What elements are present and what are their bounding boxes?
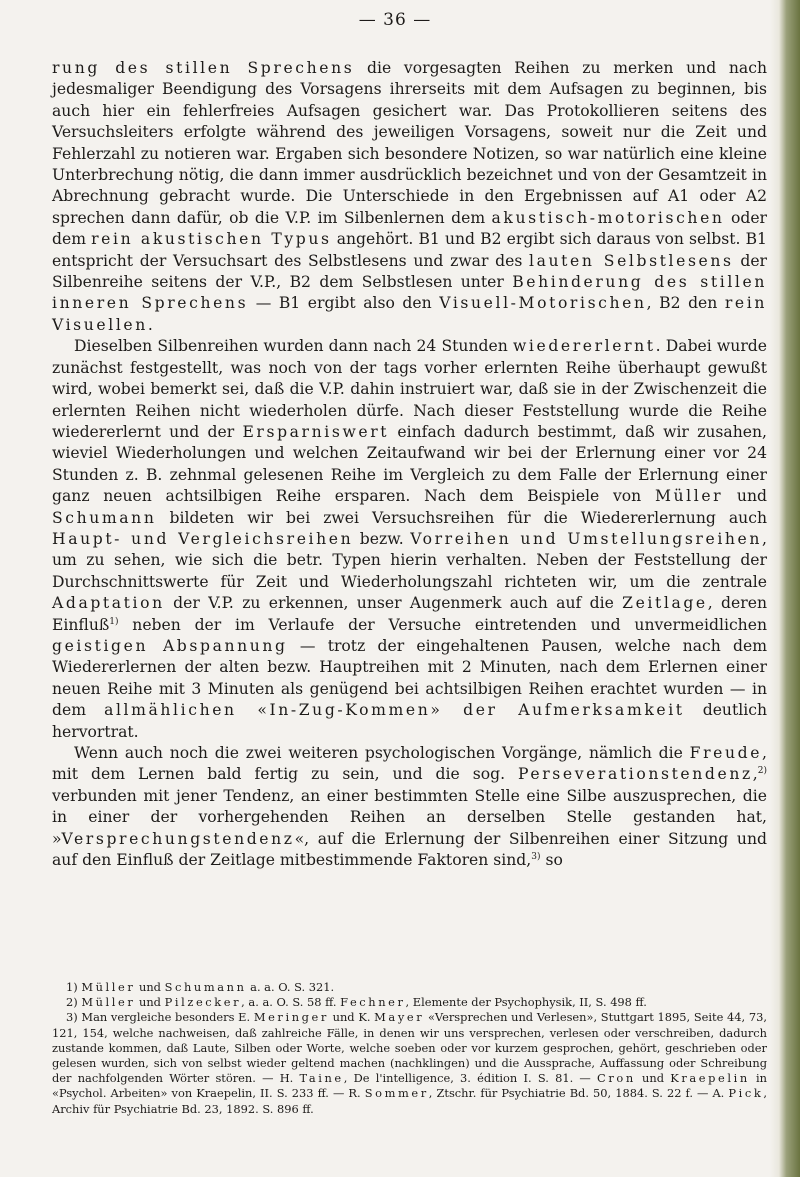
- footnote-2: [52, 995, 767, 1010]
- text-fragment: und: [635, 1071, 671, 1086]
- footnote-ref: 3): [531, 851, 541, 862]
- text-fragment: rein akustischen Typus: [91, 230, 332, 249]
- text-fragment: Adaptation: [52, 594, 165, 613]
- text-fragment: rung des stillen Sprechens: [52, 59, 355, 77]
- text-fragment: wiedererlernt: [512, 337, 656, 356]
- footnote-1: [52, 980, 767, 995]
- text-fragment: a. a. O. S. 321.: [246, 980, 335, 994]
- text-fragment: der Silbenreihe seitens der V.P., B2 dem Selbstlesen unter: [52, 251, 767, 292]
- footnote-3: [52, 1010, 767, 1116]
- text-fragment: Schumann: [164, 980, 247, 994]
- text-fragment: Müller: [81, 980, 136, 994]
- text-fragment: allmählichen «In-Zug-Kommen» der Aufmerksamkeit: [104, 701, 685, 720]
- text-fragment: ,: [752, 765, 758, 784]
- text-fragment: 1): [66, 980, 82, 994]
- text-fragment: , De l'intelligence, 3. édition I. S. 81. —: [343, 1071, 598, 1086]
- text-fragment: rein Visuellen: [52, 294, 767, 334]
- text-fragment: Dieselben Silbenreihen wurden dann nach 24 Stunden: [74, 337, 513, 356]
- text-fragment: «Versprechen und Verlesen», Stuttgart 1895, Seite 44, 73, 121, 154, welche nachweisen, daß zahlreiche Fälle, in denen wir uns versprechen, verlesen oder verschreiben, dadurch zustande kommen, daß Laute, Silben oder Worte, welche soeben oder vor kurzem gesprochen, gehört, geschrieben oder gelesen wurden, sich von selbst wieder geltend machen (nachklingen) und die Aussprache, Auffassung oder Schreibung der nachfolgenden Wörter stören. — H.: [52, 1010, 767, 1086]
- text-fragment: Meringer: [253, 1010, 329, 1025]
- text-fragment: Ersparniswert: [242, 422, 390, 441]
- text-fragment: — B1 ergibt also den: [248, 294, 440, 313]
- text-fragment: Sommer: [364, 1086, 429, 1101]
- text-fragment: Behinderung des stillen inneren Sprechens: [52, 273, 767, 313]
- paragraph-1: [52, 58, 767, 336]
- text-fragment: die vorgesagten Reihen zu merken und nach jedesmaliger Beendigung des Vorsagens ihrerseits mit dem Aufsagen zu beginnen, bis auch hier ein fehlerfreies Aufsagen gesichert war. Das Protokollieren seitens des Versuchsleiters erfolgte während des jeweiligen Vorsagens, soweit nur die Zeit und Fehlerzahl zu notieren war. Ergaben sich besondere Notizen, so war natürlich eine kleine Unterbrechung nötig, die dann immer ausdrücklich bezeichnet und von der Gesamtzeit in Abrechnung gebracht wurde. Die Unterschiede in den Ergebnissen auf A1 oder A2 sprechen dann dafür, ob die V.P. im Silbenlernen dem: [52, 59, 767, 227]
- text-fragment: Haupt- und Vergleichsreihen: [52, 529, 354, 548]
- text-fragment: und K.: [328, 1010, 375, 1025]
- main-text: [52, 58, 767, 871]
- text-fragment: verbunden mit jener Tendenz, an einer bestimmten Stelle eine Silbe auszusprechen, die in einer der vorhergehenden Reihen an derselben Stelle gestanden hat, »: [52, 786, 767, 848]
- text-fragment: , Ztschr. für Psychiatrie Bd. 50, 1884. S. 22 f. — A.: [428, 1086, 729, 1101]
- text-fragment: Müller: [81, 995, 136, 1010]
- text-fragment: Pilzecker: [164, 995, 242, 1010]
- text-fragment: 3) Man vergleiche besonders E.: [66, 1010, 254, 1025]
- text-fragment: , deren Einfluß: [52, 594, 767, 634]
- text-fragment: lauten Selbstlesens: [529, 251, 734, 270]
- text-fragment: 2): [66, 995, 82, 1010]
- text-fragment: einfach dadurch bestimmt, daß wir zusahen, wieviel Wiederholungen und welchen Zeitaufwand wir bei der Erlernung einer vor 24 Stunden z. B. zehnmal gelesenen Reihe im Vergleich zu dem Falle der Erlernung einer ganz neuen achtsilbigen Reihe ersparen. Nach dem Beispiele von: [52, 422, 767, 506]
- paragraph-3: [52, 743, 767, 871]
- text-fragment: Zeitlage: [622, 594, 708, 613]
- text-fragment: bezw.: [353, 529, 411, 548]
- page-number: — 36 —: [358, 10, 432, 30]
- text-fragment: .: [147, 315, 153, 334]
- paragraph-2: [52, 336, 767, 743]
- text-fragment: , B2 den: [646, 294, 725, 313]
- text-fragment: oder dem: [52, 208, 768, 249]
- text-fragment: Müller: [654, 487, 724, 506]
- text-fragment: Wenn auch noch die zwei weiteren psychologischen Vorgänge, nämlich die: [74, 744, 690, 762]
- footnotes: [52, 980, 767, 1117]
- text-fragment: und: [135, 995, 165, 1010]
- text-fragment: so: [540, 851, 563, 870]
- text-fragment: und: [723, 487, 767, 506]
- text-fragment: Mayer: [374, 1010, 425, 1025]
- text-fragment: Visuell-Motorischen: [439, 294, 647, 313]
- text-fragment: Freude: [689, 744, 763, 762]
- text-fragment: Fechner: [340, 995, 406, 1010]
- text-fragment: und: [135, 980, 165, 994]
- text-fragment: bildeten wir bei zwei Versuchsreihen für die Wiedererlernung auch: [156, 508, 767, 527]
- text-fragment: in «Psychol. Arbeiten» von Kraepelin, II. S. 233 ff. — R.: [52, 1071, 768, 1101]
- text-fragment: akustisch-motorischen: [491, 208, 725, 227]
- text-fragment: Kraepelin: [670, 1071, 750, 1086]
- text-fragment: neben der im Verlaufe der Versuche eintretenden und unvermeidlichen: [118, 615, 767, 634]
- text-fragment: . Dabei wurde zunächst festgestellt, was noch von der tags vorher erlernten Reihe überhaupt gewußt wird, wobei bemerkt sei, daß die V.P. dahin instruiert war, daß sie in der Zwischenzeit die erlernten Reihen nicht wiederholen dürfe. Nach dieser Feststellung wurde die Reihe wiedererlernt und der: [52, 337, 767, 441]
- text-fragment: Versprechungstendenz: [61, 829, 295, 848]
- text-fragment: Perseverationstendenz: [517, 765, 753, 784]
- text-fragment: Cron: [597, 1071, 636, 1086]
- text-fragment: Vorreihen und Umstellungsreihen: [410, 529, 763, 548]
- text-fragment: angehört. B1 und B2 ergibt sich daraus von selbst. B1 entspricht der Versuchsart des Selbstlesens und zwar des: [52, 230, 767, 270]
- text-fragment: Taine: [299, 1071, 344, 1086]
- text-fragment: «, auf die Erlernung der Silbenreihen einer Sitzung und auf den Einfluß der Zeitlage mitbestimmende Faktoren sind,: [52, 829, 767, 870]
- text-fragment: Pick: [728, 1086, 764, 1101]
- text-fragment: , mit dem Lernen bald fertig zu sein, und die sog.: [52, 744, 767, 784]
- page-edge-shadow: [770, 0, 800, 1177]
- text-fragment: , Elemente der Psychophysik, II, S. 498 ff.: [405, 995, 647, 1010]
- text-fragment: deutlich hervortrat.: [52, 701, 767, 741]
- text-fragment: — trotz der eingehaltenen Pausen, welche nach dem Wiedererlernen der alten bezw. Hauptreihen mit 2 Minuten, nach dem Erlernen einer neuen Reihe mit 3 Minuten als genügend bei achtsilbigen Reihen erachtet wurden — in dem: [52, 636, 768, 720]
- text-fragment: der V.P. zu erkennen, unser Augenmerk auch auf die: [164, 594, 623, 613]
- text-fragment: Schumann: [52, 508, 157, 527]
- text-fragment: , Archiv für Psychiatrie Bd. 23, 1892. S. 896 ff.: [52, 1086, 767, 1116]
- text-fragment: , a. a. O. S. 58 ff.: [241, 995, 341, 1010]
- text-fragment: geistigen Abspannung: [52, 636, 288, 655]
- footnote-ref: 2): [757, 766, 767, 777]
- text-fragment: , um zu sehen, wie sich die betr. Typen hierin verhalten. Neben der Feststellung der Durchschnittswerte für Zeit und Wiederholungszahl richteten wir, um die zentrale: [52, 529, 767, 591]
- footnote-ref: 1): [109, 616, 119, 627]
